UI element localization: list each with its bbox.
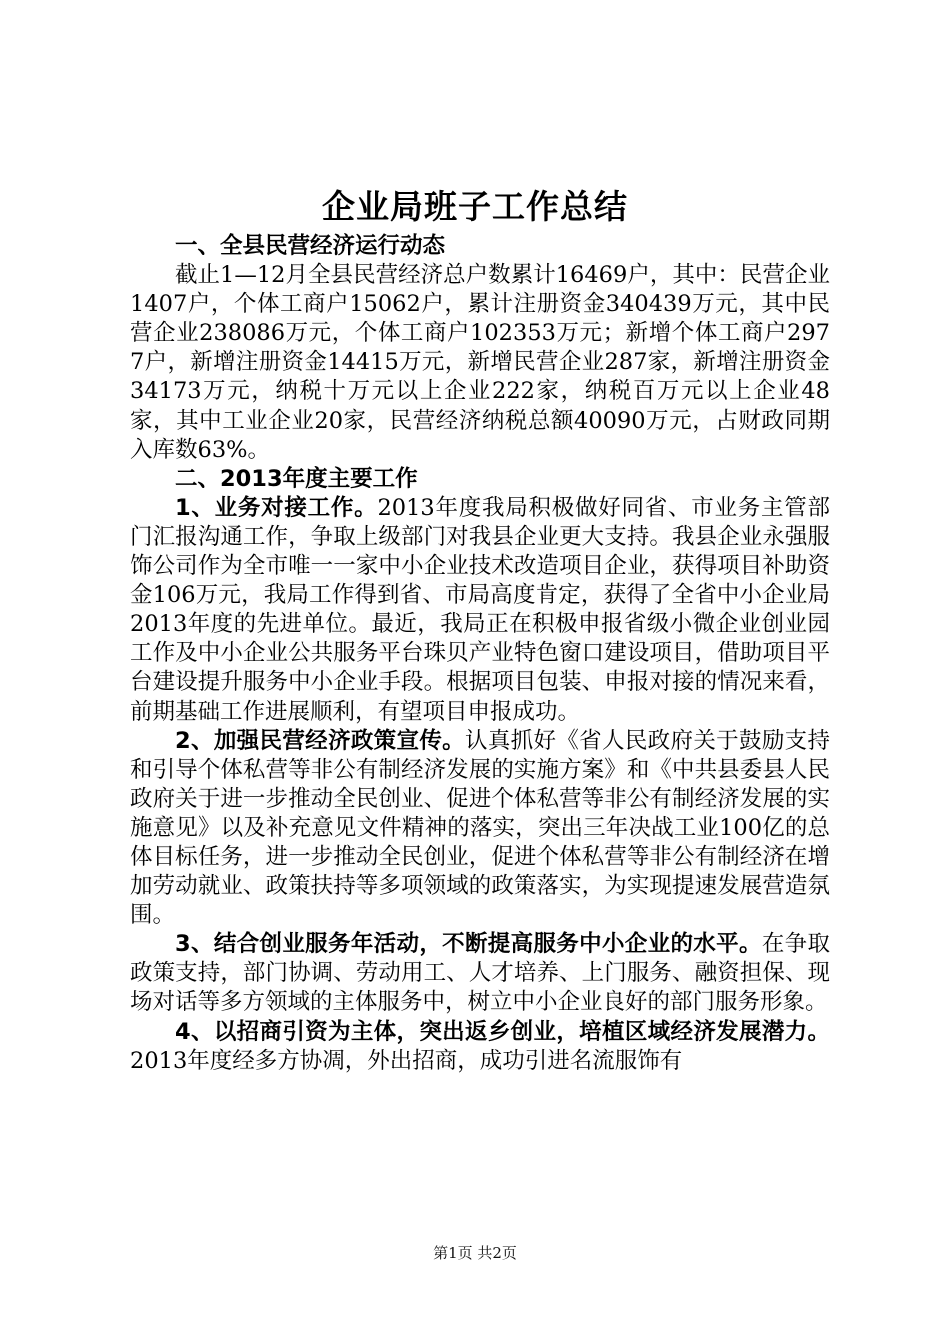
work-item-4-lead: 4、以招商引资为主体，突出返乡创业，培植区域经济发展潜力。 [175,1018,830,1045]
work-item-2-text: 认真抓好《省人民政府关于鼓励支持和引导个体私营等非公有制经济发展的实施方案》和《中共县委县人民政府关于进一步推动全民创业、促进个体私营等非公有制经济发展的实施意见》以及补充意见文件精神的落实，突出三年决战工业100亿的总体目标任务，进一步推动全民创业，促进个体私营等非公有制经济在增加劳动就业、政策扶持等多项领域的政策落实，为实现提速发展营造氛围。 [130,727,830,929]
section-paragraph-1: 截止1—12月全县民营经济总户数累计16469户，其中：民营企业1407户，个体工商户15062户，累计注册资金340439万元，其中民营企业238086万元，个体工商户102353万元；新增个体工商户2977户，新增注册资金14415万元，新增民营企业287家，新增注册资金34173万元，纳税十万元以上企业222家，纳税百万元以上企业48家，其中工业企业20家，民营经济纳税总额40090万元，占财政同期入库数63%。 [130,262,830,463]
work-item-2-lead: 2、加强民营经济政策宣传。 [175,727,465,754]
page-footer: 第1页 共2页 [433,1244,517,1262]
work-item-1-lead: 1、业务对接工作。 [175,494,378,521]
document-title: 企业局班子工作总结 [322,187,628,226]
work-item-3-lead: 3、结合创业服务年活动，不断提高服务中小企业的水平。 [175,931,762,958]
work-item-1 [130,494,830,727]
document-body [130,232,830,1076]
section-heading-1: 一、全县民营经济运行动态 [175,233,446,259]
section-heading-2: 二、2013年度主要工作 [175,465,418,492]
work-item-2 [130,727,830,931]
work-item-3-text: 在争取政策支持，部门协调、劳动用工、人才培养、上门服务、融资担保、现场对话等多方领域的主体服务中，树立中小企业良好的部门服务形象。 [130,931,830,1016]
work-item-3 [130,930,830,1017]
work-item-4-text: 2013年度经多方协凋，外出招商，成功引进名流服饰有 [130,1047,683,1074]
work-item-4 [130,1018,830,1076]
work-item-1-text: 2013年度我局积极做好同省、市业务主管部门汇报沟通工作，争取上级部门对我县企业更大支持。我县企业永强服饰公司作为全市唯一一家中小企业技术改造项目企业，获得项目补助资金106万元，我局工作得到省、市局高度肯定，获得了全省中小企业局2013年度的先进单位。最近，我局正在积极申报省级小微企业创业园工作及中小企业公共服务平台珠贝产业特色窗口建设项目，借助项目平台建设提升服务中小企业手段。根据项目包装、申报对接的情况来看，前期基础工作进展顺利，有望项目申报成功。 [130,494,831,725]
